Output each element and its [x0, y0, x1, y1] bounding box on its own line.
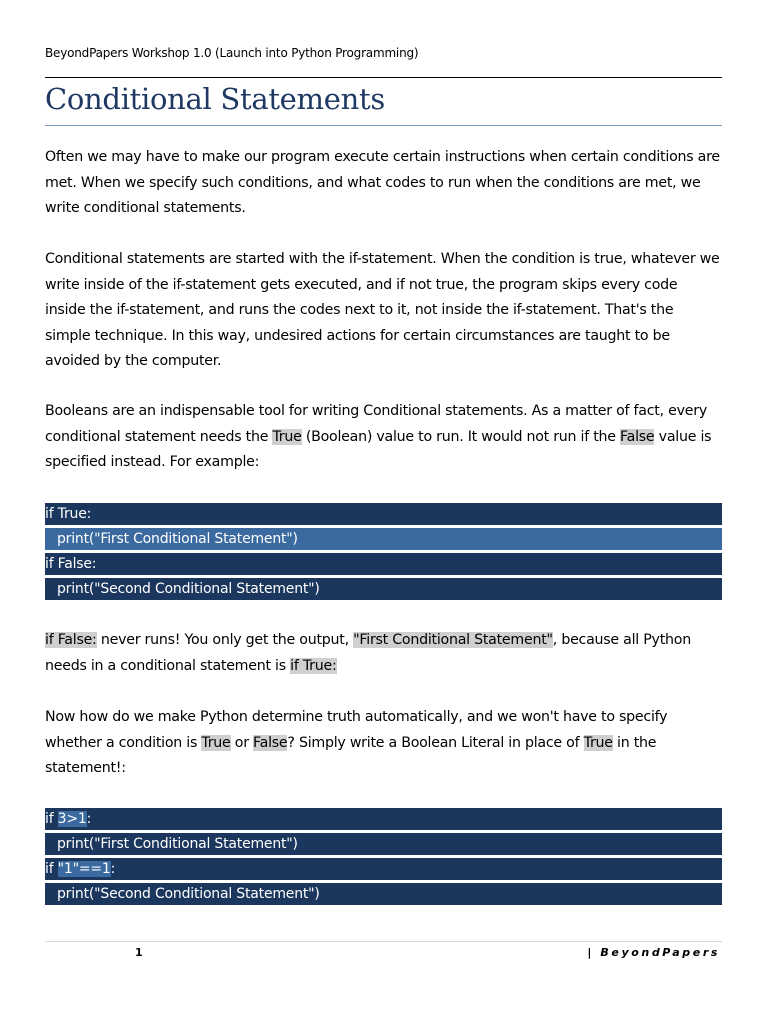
footer-brand: | BeyondPapers	[587, 946, 720, 959]
code-block-example-2	[45, 808, 722, 908]
paragraph-text: Now how do we make Python determine truth automatically, and we won't have to specify whether a condition is	[45, 709, 668, 751]
code-block-example-1	[45, 503, 722, 603]
title-underline	[45, 125, 722, 126]
code-expression-selected: "1"==1	[57, 861, 111, 877]
highlight-true: True	[272, 428, 302, 445]
code-keyword: if	[45, 811, 58, 827]
code-text: print("First Conditional Statement")	[57, 531, 298, 547]
code-text: print("Second Conditional Statement")	[57, 581, 320, 597]
code-line: if False:	[45, 553, 722, 575]
code-line	[45, 578, 722, 600]
code-line	[45, 808, 722, 830]
highlight-if-false: if False:	[45, 632, 97, 648]
code-line: if True:	[45, 503, 722, 525]
highlight-false: False	[253, 734, 288, 751]
paragraph-text: (Boolean) value to run. It would not run if the	[301, 428, 621, 445]
code-colon: :	[110, 861, 116, 877]
highlight-true: True	[201, 734, 231, 751]
code-keyword: if	[45, 861, 58, 877]
paragraph-output-explanation	[45, 628, 722, 679]
code-line-selected	[45, 528, 722, 550]
page-number: 1	[135, 946, 143, 959]
highlight-true: True	[583, 734, 613, 751]
code-colon: :	[86, 811, 92, 827]
code-text: print("First Conditional Statement")	[57, 836, 298, 852]
highlight-false: False	[620, 428, 655, 445]
paragraph-booleans	[45, 399, 722, 476]
code-line	[45, 858, 722, 880]
running-header: BeyondPapers Workshop 1.0 (Launch into Python Programming)	[45, 46, 419, 60]
paragraph-text: value is specified instead. For example:	[45, 428, 712, 470]
header-divider	[45, 77, 722, 78]
paragraph-if-statement: Conditional statements are started with the if-statement. When the condition is true, whatever we write inside of the if-statement gets executed, and if not true, the program skips every code inside the if-statement, and runs the codes next to it, not inside the if-statement. That's the simple technique. In this way, undesired actions for certain circumstances are taught to be avoided by the computer.	[45, 251, 720, 369]
paragraph-text: or	[230, 734, 254, 751]
code-line	[45, 883, 722, 905]
paragraph-intro: Often we may have to make our program execute certain instructions when certain conditions are met. When we specify such conditions, and what codes to run when the conditions are met, we write conditional statements.	[45, 149, 720, 216]
paragraph-text: , because all Python needs in a conditional statement is	[45, 632, 691, 674]
code-line	[45, 833, 722, 855]
code-expression-selected: 3>1	[57, 811, 87, 827]
footer-divider	[45, 941, 722, 942]
code-text: print("Second Conditional Statement")	[57, 886, 320, 902]
paragraph-text: ? Simply write a Boolean Literal in place of	[287, 734, 584, 751]
paragraph-text: Booleans are an indispensable tool for writing Conditional statements. As a matter of fact, every conditional statement needs the	[45, 403, 707, 445]
highlight-output: "First Conditional Statement"	[353, 632, 553, 648]
paragraph-text: never runs! You only get the output,	[96, 632, 354, 648]
highlight-if-true: if True:	[290, 657, 337, 674]
page-title: Conditional Statements	[45, 82, 385, 116]
paragraph-boolean-literal	[45, 705, 722, 782]
paragraph-text: in the statement!:	[45, 734, 657, 776]
